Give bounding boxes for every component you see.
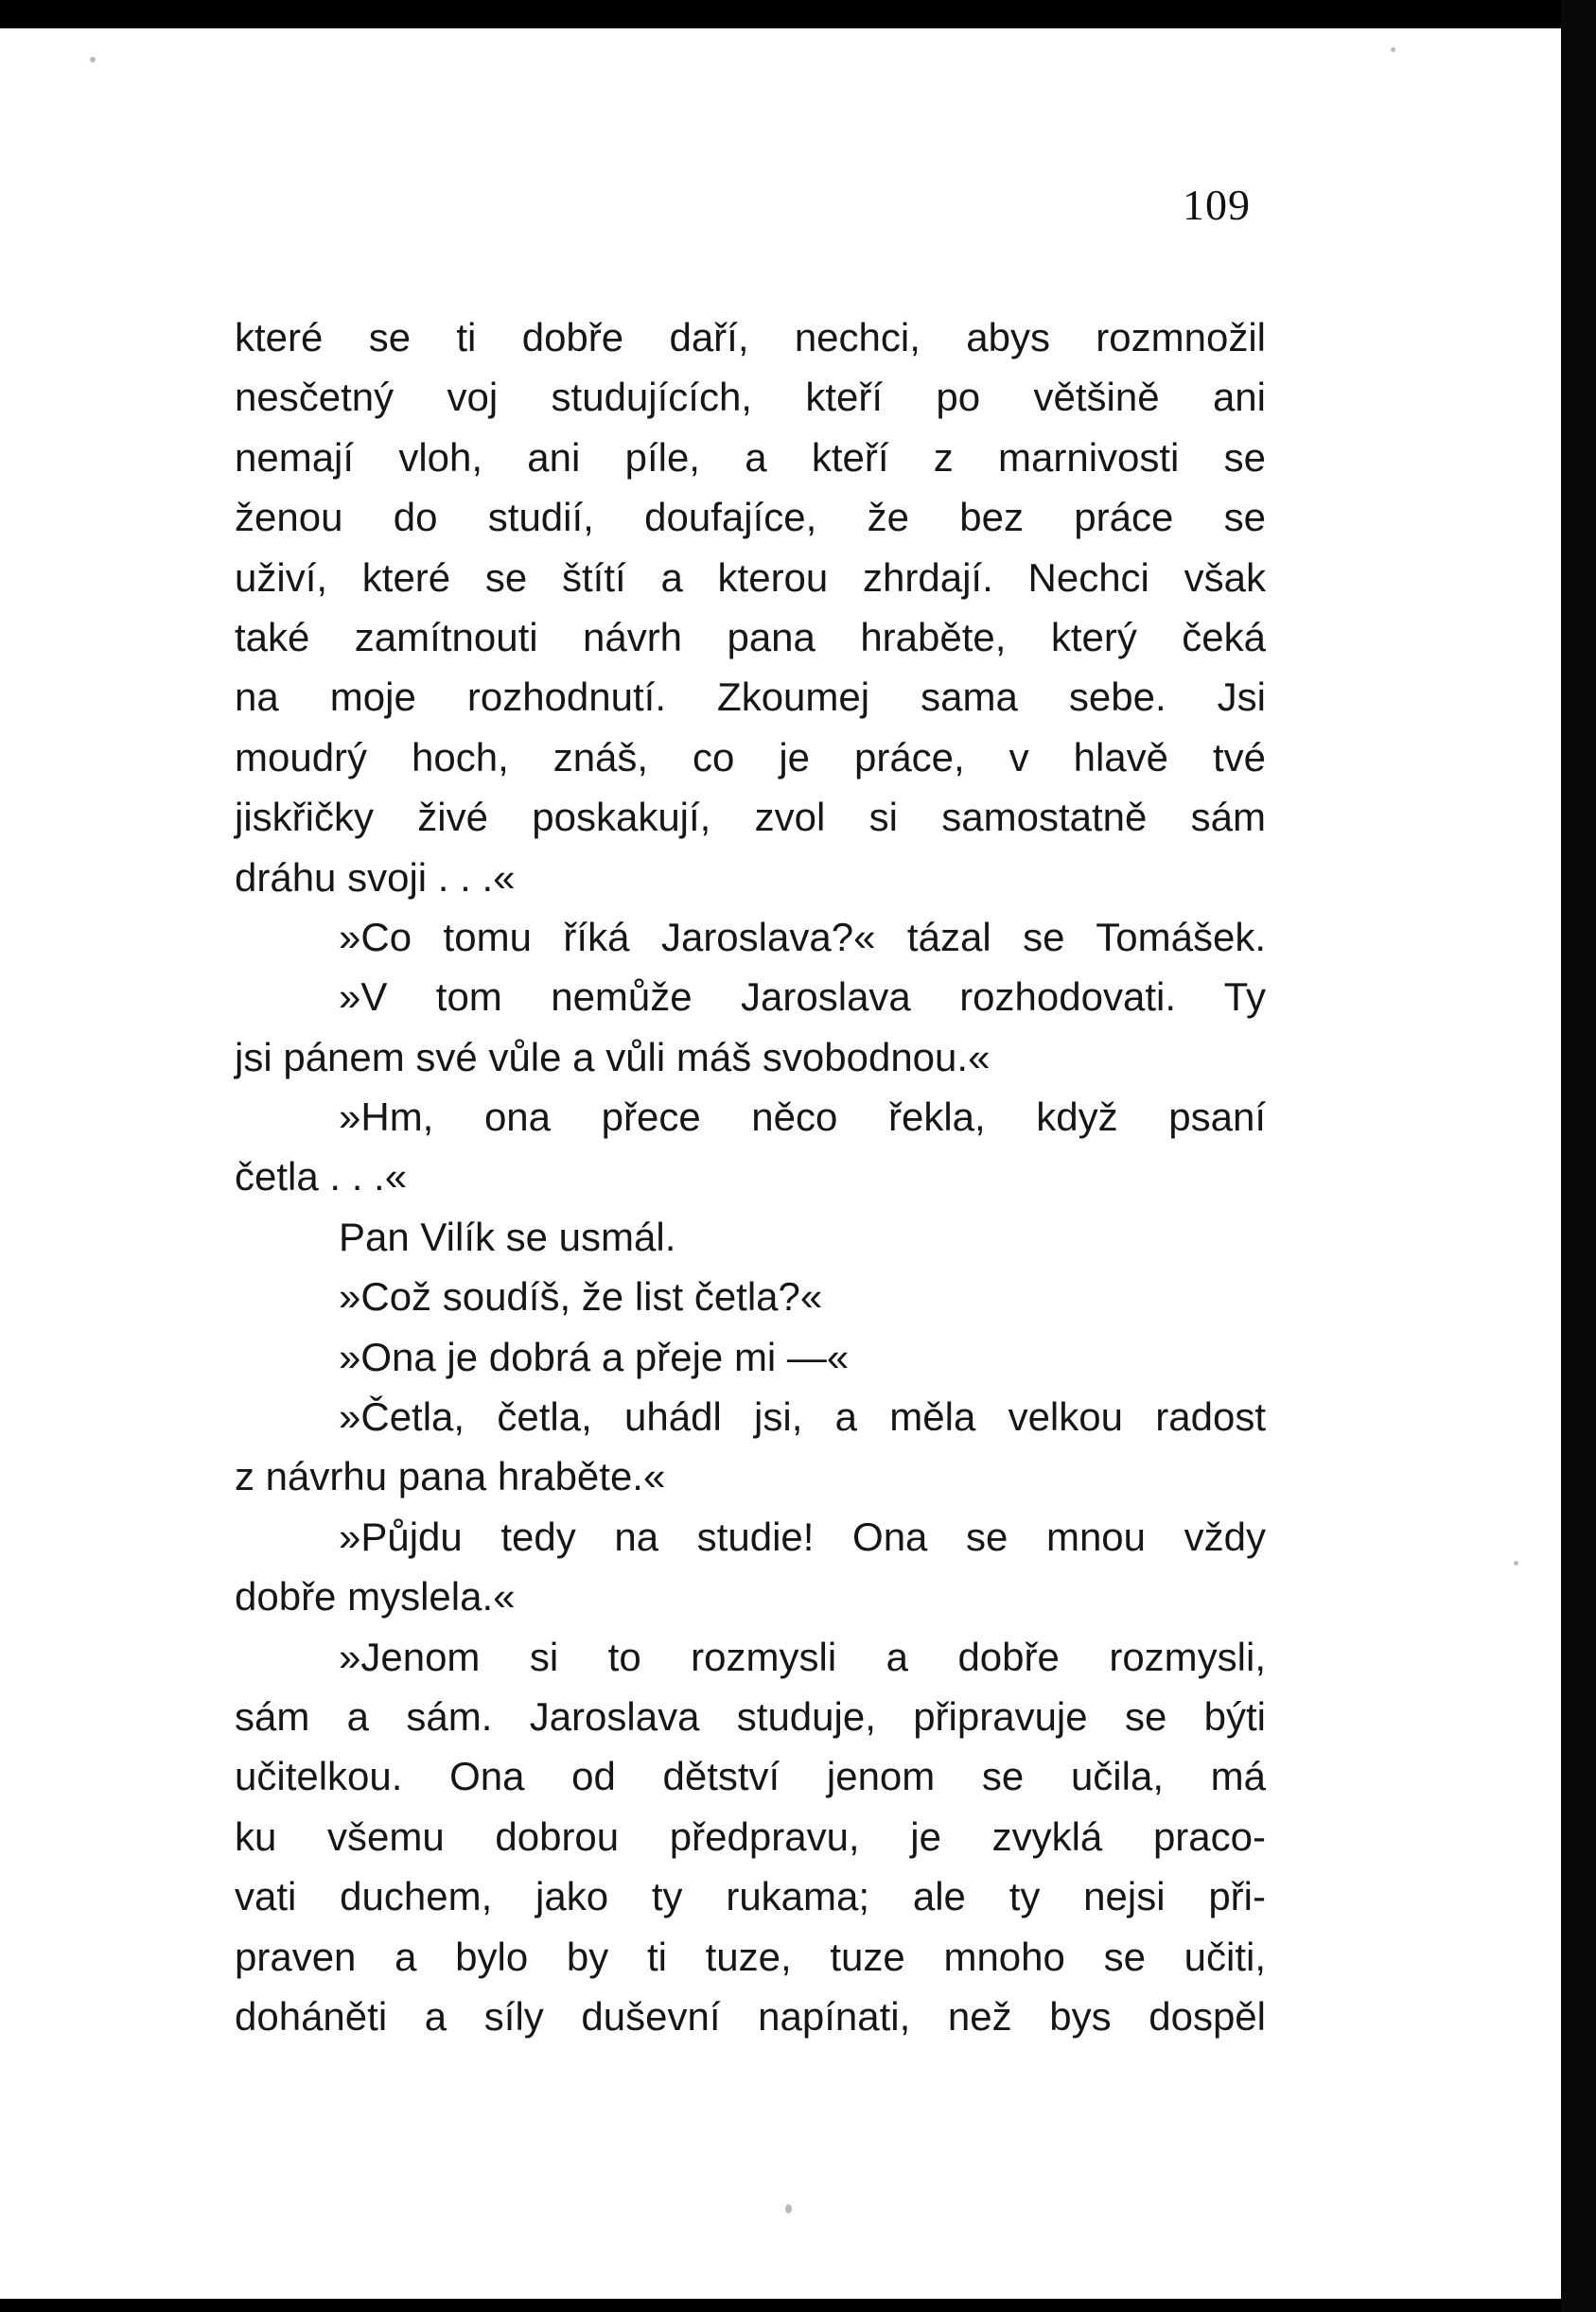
paper-speck	[1514, 1561, 1518, 1566]
paper-speck	[1391, 47, 1395, 52]
text-line: praven a bylo by ti tuze, tuze mnoho se učiti,	[235, 1934, 1266, 1979]
text-line: »Co tomu říká Jaroslava?« tázal se Tomášek.	[339, 914, 1266, 959]
text-line: na moje rozhodnutí. Zkoumej sama sebe. Jsi	[235, 674, 1266, 720]
paper-speck	[90, 57, 96, 62]
body-text	[235, 307, 1266, 2046]
text-line: sám a sám. Jaroslava studuje, připravuje se býti	[235, 1693, 1266, 1739]
text-line: jiskřičky živé poskakují, zvol si samostatně sám	[235, 795, 1266, 840]
text-line: »Jenom si to rozmysli a dobře rozmysli,	[339, 1634, 1266, 1679]
text-line: »Hm, ona přece něco řekla, když psaní	[339, 1095, 1266, 1140]
text-line: Pan Vilík se usmál.	[339, 1214, 676, 1259]
paper-speck	[785, 2204, 792, 2214]
text-line: nemají vloh, ani píle, a kteří z marnivosti se	[235, 434, 1266, 480]
text-line: vati duchem, jako ty rukama; ale ty nejsi při-	[235, 1874, 1266, 1919]
text-line: četla . . .«	[235, 1154, 408, 1200]
text-line: které se ti dobře daří, nechci, abys rozmnožil	[235, 315, 1266, 359]
text-line: uživí, které se štítí a kterou zhrdají. Nechci však	[235, 554, 1266, 600]
text-line: moudrý hoch, znáš, co je práce, v hlavě tvé	[235, 734, 1266, 779]
text-line: jsi pánem své vůle a vůli máš svobodnou.«	[235, 1034, 991, 1079]
text-line: »Četla, četla, uhádl jsi, a měla velkou radost	[339, 1394, 1266, 1440]
text-line: doháněti a síly duševní napínati, než bys dospěl	[235, 1993, 1266, 2039]
text-line: »Což soudíš, že list četla?«	[339, 1274, 823, 1320]
text-line: »V tom nemůže Jaroslava rozhodovati. Ty	[339, 974, 1266, 1020]
text-line: ženou do studií, doufajíce, že bez práce se	[235, 495, 1266, 540]
text-line: »Půjdu tedy na studie! Ona se mnou vždy	[339, 1514, 1266, 1559]
page-edge-shadow	[1561, 0, 1596, 2312]
text-line: »Ona je dobrá a přeje mi —«	[339, 1334, 850, 1379]
text-line: také zamítnouti návrh pana hraběte, který čeká	[235, 614, 1266, 659]
text-line: dobře myslela.«	[235, 1574, 516, 1620]
page-number: 109	[1183, 181, 1251, 229]
text-line: nesčetný voj studujících, kteří po většině ani	[235, 375, 1266, 420]
book-page	[0, 28, 1561, 2299]
text-line: z návrhu pana hraběte.«	[235, 1454, 666, 1499]
text-line: ku všemu dobrou předpravu, je zvyklá praco-	[235, 1813, 1266, 1859]
text-line: dráhu svoji . . .«	[235, 854, 516, 900]
text-line: učitelkou. Ona od dětství jenom se učila, má	[235, 1754, 1266, 1799]
